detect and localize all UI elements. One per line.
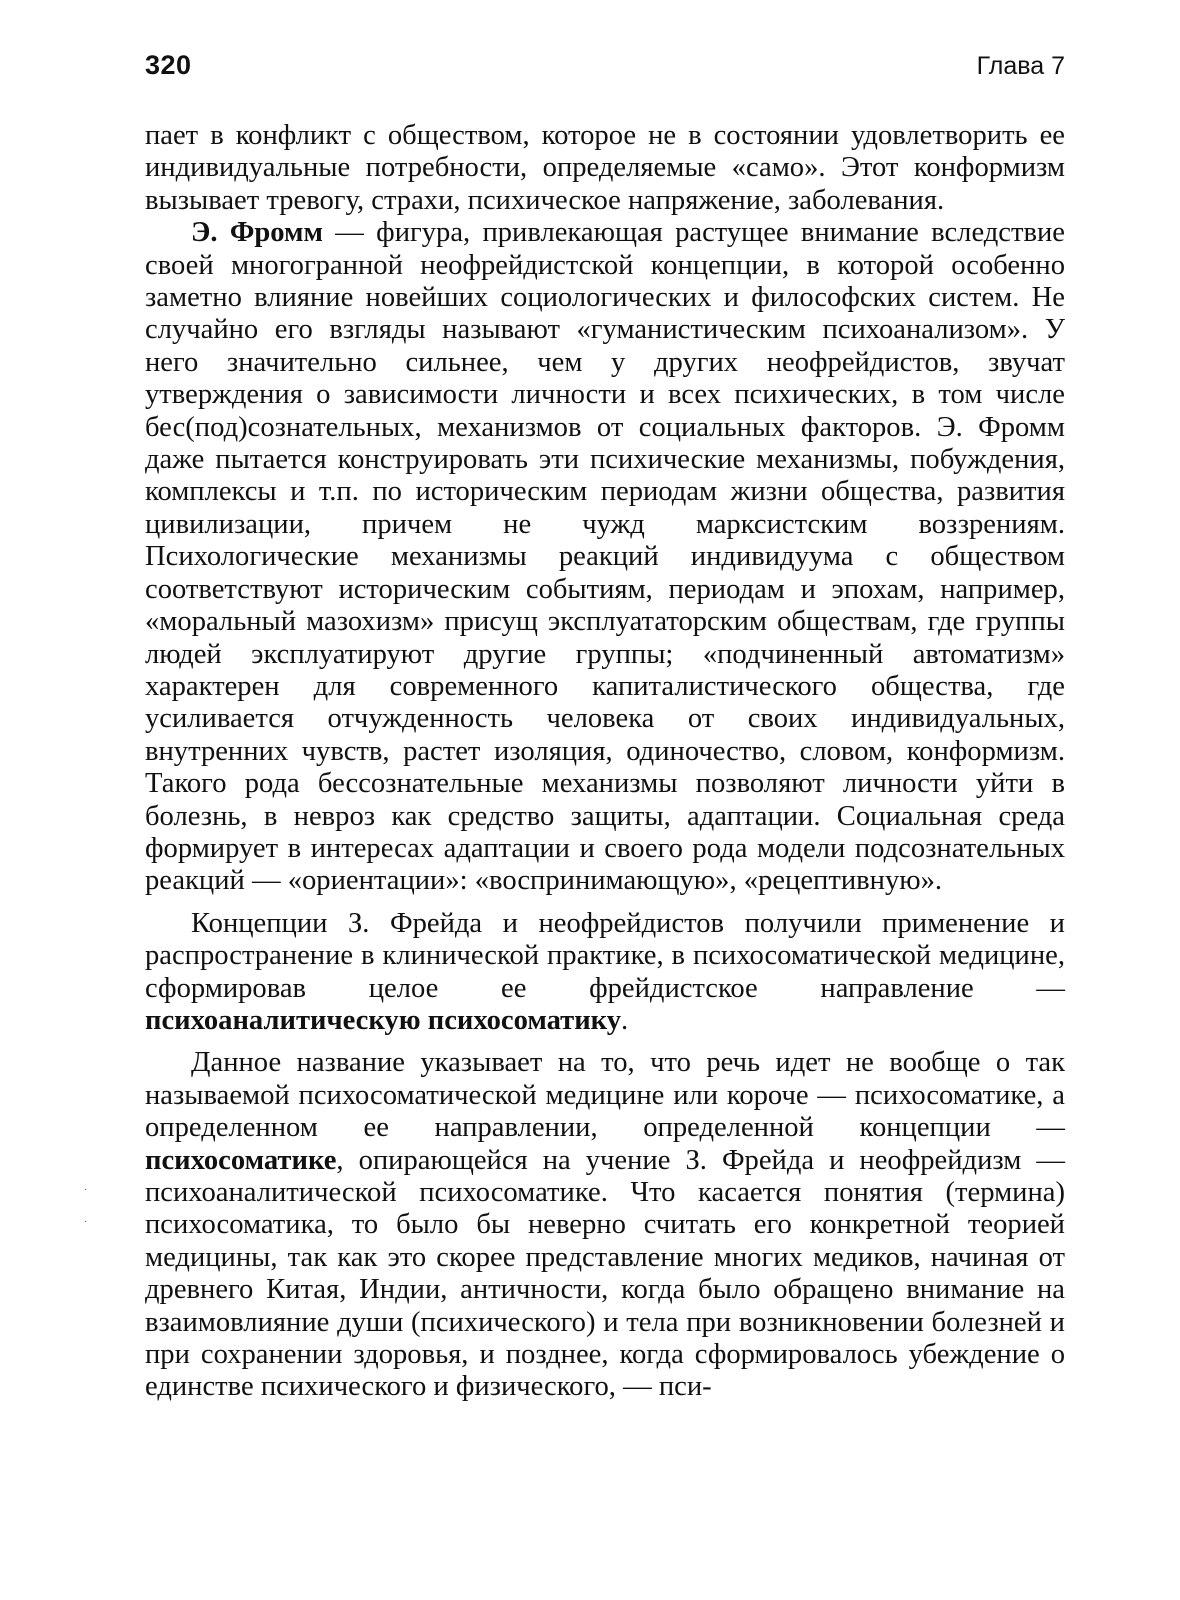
bold-term-psychoanalytic-psychosomatics: психоаналитическую психосоматику: [145, 1004, 622, 1036]
page-number: 320: [145, 50, 192, 80]
paragraph-text-continued: , опирающейся на учение З. Фрейда и неофрейдизм — психоаналитической психосоматике. Что касается понятия (термина) психосоматика, то было бы неверно считать его конкретной теорией медицины, так как это скорее представление многих медиков, начиная от древнего Китая, Индии, античности, когда было обращено внимание на взаимовлияние души (психического) и тела при возникновении болезней и при сохранении здоровья, и позднее, когда сформировалось убеждение о единстве психического и физического, — пси-: [145, 1144, 1065, 1403]
scan-speck: ·: [84, 1217, 88, 1228]
running-head: Глава 7: [976, 52, 1065, 80]
paragraph-2: [145, 217, 1065, 898]
scan-speck: ·: [84, 1185, 88, 1196]
paragraph-text: — фигура, привлекающая растущее внимание вследствие своей многогранной неофрейдистской концепции, в которой особенно заметно влияние новейших социологических и философских систем. Не случайно его взгляды называют «гуманистическим психоанализом». У него значительно сильнее, чем у других неофрейдистов, звучат утверждения о зависимости личности и всех психических, в том числе бес(под)сознательных, механизмов от социальных факторов. Э. Фромм даже пытается конструировать эти психические механизмы, побуждения, комплексы и т.п. по историческим периодам жизни общества, развития цивилизации, причем не чужд марксистским воззрениям. Психологические механизмы реакций индивидуума с обществом соответствуют историческим событиям, периодам и эпохам, например, «моральный мазохизм» присущ эксплуататорским обществам, где группы людей эксплуатируют другие группы; «подчиненный автоматизм» характерен для современного капиталистического общества, где усиливается отчужденность человека от своих индивидуальных, внутренних чувств, растет изоляция, одиночество, словом, конформизм. Такого рода бессознательные механизмы позволяют личности уйти в болезнь, в невроз как средство защиты, адаптации. Социальная среда формирует в интересах адаптации и своего рода модели подсознательных реакций — «ориентации»: «воспринимающую», «рецептивную».: [145, 217, 1065, 897]
paragraph-text: Концепции З. Фрейда и неофрейдистов получили применение и распространение в клинической практике, в психосоматической медицине, сформировав целое ее фрейдистское направление —: [145, 907, 1065, 1004]
paragraph-4: [145, 1047, 1065, 1403]
page-header: [145, 50, 1065, 90]
paragraph-tail: .: [621, 1004, 629, 1036]
body-text: [145, 120, 1065, 1404]
paragraph-text: пает в конфликт с обществом, которое не в состоянии удовлетворить ее индивидуальные потребности, определяемые «само». Этот конформизм вызывает тревогу, страхи, психическое напряжение, заболевания.: [145, 120, 1065, 216]
paragraph-1: [145, 120, 1065, 217]
paragraph-3: [145, 908, 1065, 1038]
bold-name-fromm: Э. Фромм: [191, 217, 323, 249]
paragraph-text: Данное название указывает на то, что речь идет не вообще о так называемой психосоматической медицине или короче — психосоматике, а определенном ее направлении, определенной концепции —: [145, 1047, 1065, 1144]
bold-term-psychosomatics: психосоматике: [145, 1144, 337, 1176]
